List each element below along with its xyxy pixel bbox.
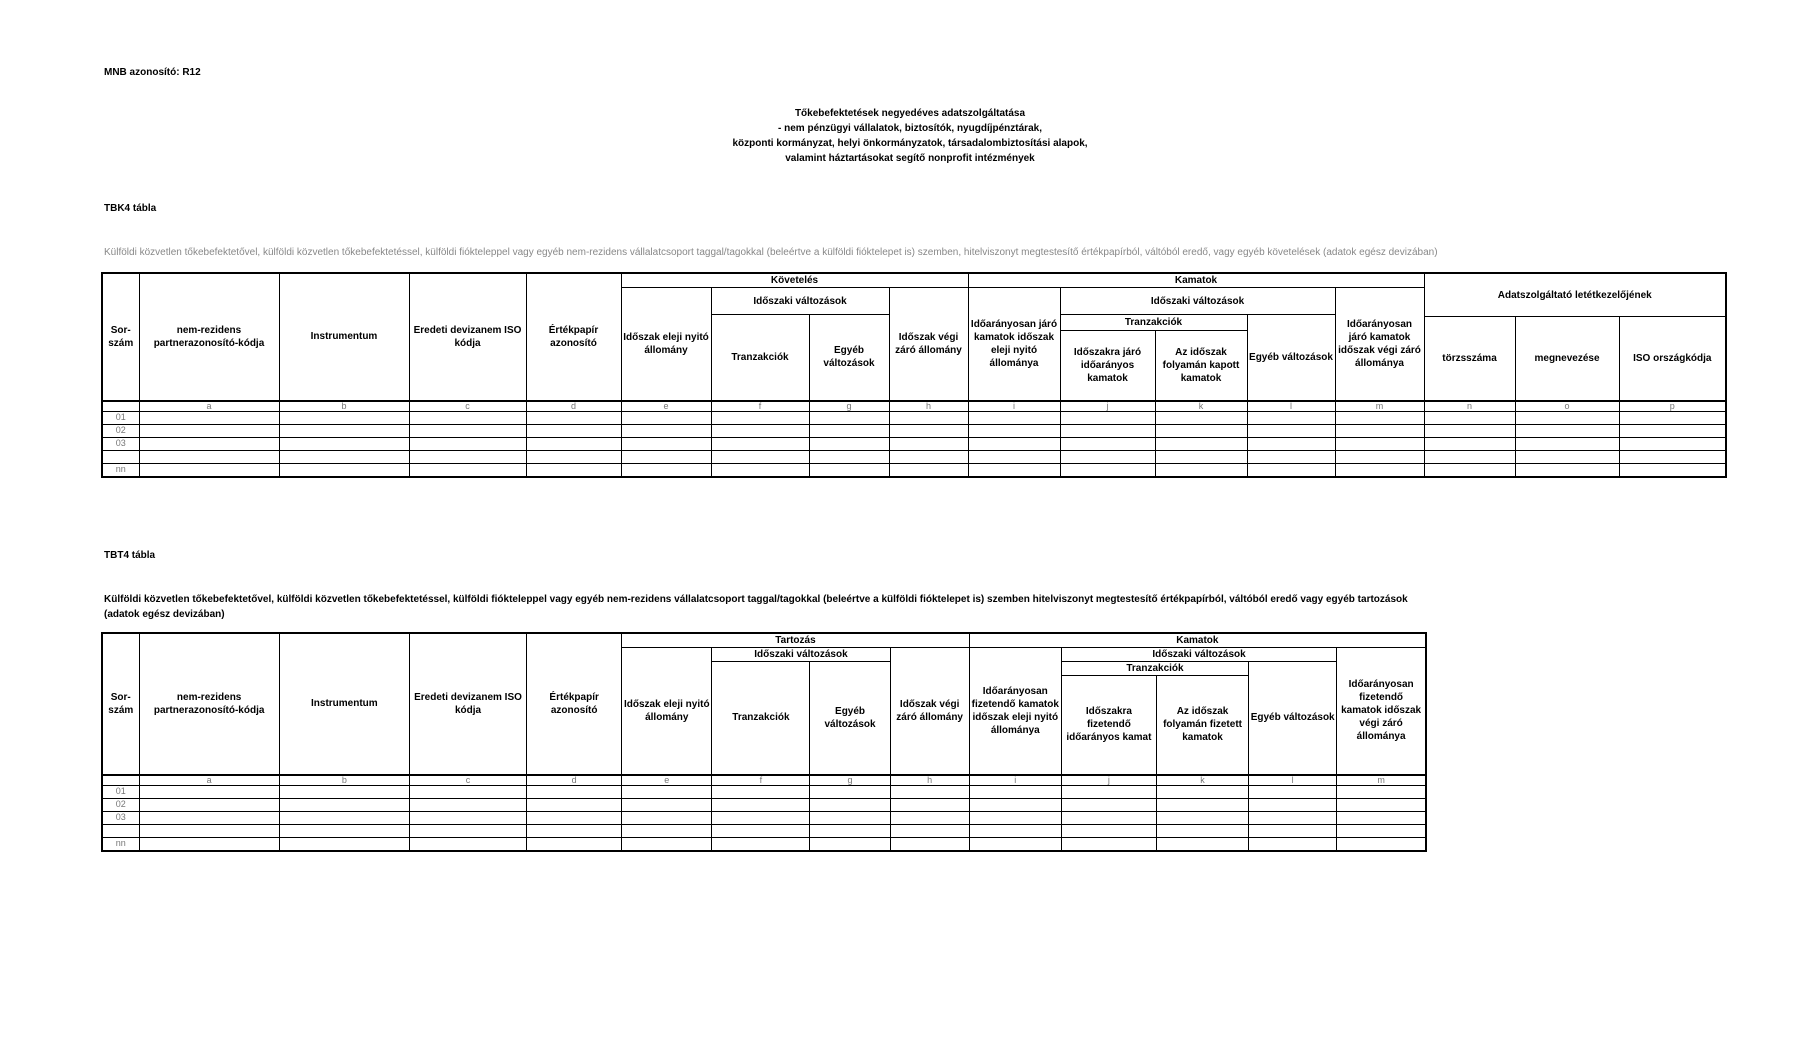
data-cell[interactable] [1155, 463, 1247, 477]
table-row [102, 411, 1726, 424]
col-k-jaro: Időszakra járó időarányos kamatok [1060, 331, 1155, 401]
data-cell[interactable] [1335, 424, 1424, 437]
row-number: 03 [102, 437, 139, 450]
data-cell[interactable] [1515, 437, 1619, 450]
data-cell[interactable] [1156, 837, 1248, 851]
col-torzsszam: törzsszáma [1424, 317, 1515, 401]
data-cell[interactable] [1424, 437, 1515, 450]
letter-cell: c [409, 401, 526, 412]
data-cell[interactable] [711, 463, 809, 477]
title-line: központi kormányzat, helyi önkormányzatok, társadalombiztosítási alapok, [732, 138, 1088, 149]
data-cell[interactable] [1061, 824, 1156, 837]
letter-cell: l [1249, 775, 1337, 786]
data-cell[interactable] [527, 785, 622, 798]
data-cell[interactable] [1156, 798, 1248, 811]
data-cell[interactable] [526, 463, 621, 477]
letter-cell: a [139, 775, 279, 786]
data-cell[interactable] [139, 837, 279, 851]
table-row [102, 798, 1426, 811]
data-cell[interactable] [1619, 424, 1726, 437]
row-number: 02 [102, 798, 139, 811]
tbt4-label: TBT4 tábla [104, 550, 156, 561]
data-cell[interactable] [1335, 411, 1424, 424]
data-cell[interactable] [712, 811, 810, 824]
data-cell[interactable] [969, 811, 1061, 824]
row-number: 01 [102, 785, 139, 798]
data-cell[interactable] [889, 450, 968, 463]
data-cell[interactable] [621, 450, 711, 463]
data-cell[interactable] [1249, 798, 1337, 811]
data-cell[interactable] [1515, 463, 1619, 477]
data-cell[interactable] [409, 811, 526, 824]
data-cell[interactable] [139, 824, 279, 837]
data-cell[interactable] [889, 411, 968, 424]
data-cell[interactable] [969, 798, 1061, 811]
data-cell[interactable] [1335, 450, 1424, 463]
letter-cell [102, 775, 139, 786]
data-cell[interactable] [526, 437, 621, 450]
row-number: 03 [102, 811, 139, 824]
data-cell[interactable] [1515, 411, 1619, 424]
data-cell[interactable] [622, 824, 712, 837]
data-cell[interactable] [279, 837, 409, 851]
col-k-kapott: Az időszak folyamán kapott kamatok [1155, 331, 1247, 401]
col-zaro: Időszak végi záró állomány [890, 648, 969, 775]
col-k-kapott: Az időszak folyamán fizetett kamatok [1156, 676, 1248, 775]
letter-cell: a [139, 401, 279, 412]
data-cell[interactable] [526, 450, 621, 463]
group-tartozas: Tartozás [622, 633, 970, 648]
tbk4-label: TBK4 tábla [104, 203, 157, 214]
letter-cell: n [1424, 401, 1515, 412]
table-row [102, 437, 1726, 450]
data-cell[interactable] [409, 450, 526, 463]
data-cell[interactable] [139, 437, 279, 450]
data-cell[interactable] [1060, 450, 1155, 463]
data-cell[interactable] [527, 837, 622, 851]
row-number [102, 450, 139, 463]
col-instrumentum: Instrumentum [279, 633, 409, 775]
data-cell[interactable] [279, 437, 409, 450]
data-cell[interactable] [621, 424, 711, 437]
data-cell[interactable] [1424, 424, 1515, 437]
col-megnevezes: megnevezése [1515, 317, 1619, 401]
data-cell[interactable] [279, 824, 409, 837]
data-cell[interactable] [409, 785, 526, 798]
col-deviza: Eredeti devizanem ISO kódja [409, 633, 526, 775]
letter-row [102, 401, 1726, 412]
table-row [102, 463, 1726, 477]
letter-cell: o [1515, 401, 1619, 412]
letter-cell: m [1335, 401, 1424, 412]
col-sorszam: Sor-szám [102, 273, 139, 401]
data-cell[interactable] [622, 837, 712, 851]
col-partner: nem-rezidens partnerazonosító-kódja [139, 273, 279, 401]
data-cell[interactable] [1249, 811, 1337, 824]
data-cell[interactable] [139, 798, 279, 811]
letter-cell: d [526, 401, 621, 412]
data-cell[interactable] [712, 837, 810, 851]
data-cell[interactable] [139, 411, 279, 424]
data-cell[interactable] [1060, 411, 1155, 424]
tbk4-description: Külföldi közvetlen tőkebefektetővel, külföldi közvetlen tőkebefektetéssel, külföldi fiókteleppel vagy egyéb nem-rezidens vállalatcsoport taggal/tagokkal (beleértve a külföldi fióktelepet is) szemben, hitelviszonyt megtestesítő értékpapírból, váltóból eredő, vagy egyéb követelések (adatok egész devizában) [104, 247, 1438, 258]
data-cell[interactable] [890, 798, 969, 811]
data-cell[interactable] [810, 837, 890, 851]
data-cell[interactable] [139, 450, 279, 463]
data-cell[interactable] [809, 411, 889, 424]
group-kamatok: Kamatok [969, 633, 1426, 648]
data-cell[interactable] [889, 424, 968, 437]
col-zaro: Időszak végi záró állomány [889, 288, 968, 401]
data-cell[interactable] [1061, 785, 1156, 798]
letter-cell: g [809, 401, 889, 412]
col-instrumentum: Instrumentum [279, 273, 409, 401]
letter-cell: j [1061, 775, 1156, 786]
data-cell[interactable] [1061, 811, 1156, 824]
letter-cell [102, 401, 139, 412]
data-cell[interactable] [711, 424, 809, 437]
letter-cell: h [889, 401, 968, 412]
data-cell[interactable] [1619, 411, 1726, 424]
letter-cell: e [621, 401, 711, 412]
tbt4-description: Külföldi közvetlen tőkebefektetővel, külföldi közvetlen tőkebefektetéssel, külföldi fiókteleppel vagy egyéb nem-rezidens vállalatcsoport taggal/tagokkal (beleértve a külföldi fióktelepet is) szemben hitelviszonyt megtestesítő értékpapírból, váltóból eredő vagy egyéb tartozások (adatok egész devizában) [104, 594, 1408, 620]
data-cell[interactable] [889, 437, 968, 450]
data-cell[interactable] [1335, 437, 1424, 450]
group-kamatok: Kamatok [968, 273, 1424, 288]
data-cell[interactable] [1515, 450, 1619, 463]
data-cell[interactable] [279, 411, 409, 424]
data-cell[interactable] [409, 437, 526, 450]
sub-k-tranzakciok: Tranzakciók [1061, 662, 1248, 676]
sub-k-idoszaki: Időszaki változások [1061, 648, 1336, 662]
row-number [102, 824, 139, 837]
data-cell[interactable] [890, 811, 969, 824]
letter-cell: l [1247, 401, 1335, 412]
data-cell[interactable] [1249, 785, 1337, 798]
page-title [600, 106, 1220, 166]
data-cell[interactable] [279, 424, 409, 437]
group-kovetels: Követelés [621, 273, 968, 288]
data-cell[interactable] [1155, 450, 1247, 463]
letter-cell: h [890, 775, 969, 786]
col-egyeb: Egyéb változások [809, 315, 889, 401]
row-number: nn [102, 463, 139, 477]
col-k-nyito: Időarányosan járó kamatok időszak eleji nyitó állománya [968, 288, 1060, 401]
letter-cell: b [279, 775, 409, 786]
letter-cell: b [279, 401, 409, 412]
tbk4-table [101, 272, 1727, 478]
data-cell[interactable] [968, 463, 1060, 477]
row-number: 01 [102, 411, 139, 424]
data-cell[interactable] [890, 837, 969, 851]
data-cell[interactable] [409, 824, 526, 837]
col-k-zaro: Időarányosan járó kamatok időszak végi záró állománya [1335, 288, 1424, 401]
data-cell[interactable] [712, 785, 810, 798]
title-line: - nem pénzügyi vállalatok, biztosítók, nyugdíjpénztárak, [778, 123, 1042, 134]
sub-idoszaki: Időszaki változások [712, 648, 890, 662]
letter-cell: f [712, 775, 810, 786]
col-partner: nem-rezidens partnerazonosító-kódja [139, 633, 279, 775]
table-row [102, 811, 1426, 824]
mnb-identifier: MNB azonosító: R12 [104, 67, 201, 78]
data-cell[interactable] [711, 437, 809, 450]
data-cell[interactable] [1247, 450, 1335, 463]
data-cell[interactable] [889, 463, 968, 477]
data-cell[interactable] [1155, 411, 1247, 424]
data-cell[interactable] [969, 837, 1061, 851]
col-ertekpapir: Értékpapír azonosító [527, 633, 622, 775]
data-cell[interactable] [1060, 437, 1155, 450]
letter-cell: d [527, 775, 622, 786]
data-cell[interactable] [139, 785, 279, 798]
data-cell[interactable] [279, 798, 409, 811]
data-cell[interactable] [968, 437, 1060, 450]
data-cell[interactable] [622, 798, 712, 811]
data-cell[interactable] [711, 450, 809, 463]
data-cell[interactable] [527, 811, 622, 824]
letter-cell: j [1060, 401, 1155, 412]
data-cell[interactable] [1156, 785, 1248, 798]
data-cell[interactable] [810, 785, 890, 798]
data-cell[interactable] [1156, 811, 1248, 824]
data-cell[interactable] [1060, 424, 1155, 437]
data-cell[interactable] [810, 811, 890, 824]
data-cell[interactable] [1337, 837, 1426, 851]
data-cell[interactable] [1155, 424, 1247, 437]
sub-k-tranzakciok: Tranzakciók [1060, 315, 1247, 331]
data-cell[interactable] [1337, 824, 1426, 837]
col-sorszam: Sor-szám [102, 633, 139, 775]
data-cell[interactable] [1247, 463, 1335, 477]
data-cell[interactable] [1155, 437, 1247, 450]
data-cell[interactable] [279, 785, 409, 798]
data-cell[interactable] [279, 450, 409, 463]
data-cell[interactable] [622, 811, 712, 824]
row-number: nn [102, 837, 139, 851]
data-cell[interactable] [1335, 463, 1424, 477]
data-cell[interactable] [139, 424, 279, 437]
data-cell[interactable] [526, 411, 621, 424]
table-row [102, 450, 1726, 463]
letter-row [102, 775, 1426, 786]
data-cell[interactable] [1060, 463, 1155, 477]
data-cell[interactable] [968, 411, 1060, 424]
sub-idoszaki: Időszaki változások [711, 288, 889, 315]
data-cell[interactable] [279, 811, 409, 824]
col-k-nyito: Időarányosan fizetendő kamatok időszak eleji nyitó állománya [969, 648, 1061, 775]
letter-cell: e [622, 775, 712, 786]
table-row [102, 824, 1426, 837]
data-cell[interactable] [621, 411, 711, 424]
col-k-jaro: Időszakra fizetendő időarányos kamat [1061, 676, 1156, 775]
row-number: 02 [102, 424, 139, 437]
data-cell[interactable] [279, 463, 409, 477]
data-cell[interactable] [1061, 798, 1156, 811]
letter-cell: i [969, 775, 1061, 786]
sub-k-idoszaki: Időszaki változások [1060, 288, 1335, 315]
letter-cell: c [409, 775, 526, 786]
letter-cell: k [1156, 775, 1248, 786]
letter-cell: g [810, 775, 890, 786]
data-cell[interactable] [1247, 424, 1335, 437]
data-cell[interactable] [139, 463, 279, 477]
table-row [102, 837, 1426, 851]
data-cell[interactable] [1247, 437, 1335, 450]
data-cell[interactable] [1337, 811, 1426, 824]
data-cell[interactable] [890, 824, 969, 837]
col-iso-orszag: ISO országkódja [1619, 317, 1726, 401]
data-cell[interactable] [1515, 424, 1619, 437]
data-cell[interactable] [810, 798, 890, 811]
data-cell[interactable] [1619, 450, 1726, 463]
col-k-egyeb: Egyéb változások [1249, 662, 1337, 775]
letter-cell: p [1619, 401, 1726, 412]
table-row [102, 785, 1426, 798]
data-cell[interactable] [1156, 824, 1248, 837]
data-cell[interactable] [621, 437, 711, 450]
data-cell[interactable] [712, 798, 810, 811]
data-cell[interactable] [526, 424, 621, 437]
tbt4-table [101, 632, 1427, 852]
title-line: valamint háztartásokat segítő nonprofit intézmények [785, 153, 1035, 164]
data-cell[interactable] [712, 824, 810, 837]
data-cell[interactable] [139, 811, 279, 824]
data-cell[interactable] [409, 424, 526, 437]
col-k-egyeb: Egyéb változások [1247, 315, 1335, 401]
data-cell[interactable] [409, 463, 526, 477]
letter-cell: k [1155, 401, 1247, 412]
data-cell[interactable] [1337, 798, 1426, 811]
data-cell[interactable] [1337, 785, 1426, 798]
letter-cell: i [968, 401, 1060, 412]
data-cell[interactable] [969, 785, 1061, 798]
title-line: Tőkebefektetések negyedéves adatszolgáltatása [794, 108, 1026, 119]
letter-cell: f [711, 401, 809, 412]
data-cell[interactable] [809, 437, 889, 450]
data-cell[interactable] [1424, 463, 1515, 477]
data-cell[interactable] [809, 450, 889, 463]
data-cell[interactable] [621, 463, 711, 477]
data-cell[interactable] [409, 798, 526, 811]
data-cell[interactable] [409, 837, 526, 851]
data-cell[interactable] [1424, 411, 1515, 424]
data-cell[interactable] [527, 798, 622, 811]
data-cell[interactable] [1619, 437, 1726, 450]
data-cell[interactable] [1619, 463, 1726, 477]
col-nyito: Időszak eleji nyitó állomány [621, 288, 711, 401]
col-k-zaro: Időarányosan fizetendő kamatok időszak végi záró állománya [1337, 648, 1426, 775]
data-cell[interactable] [409, 411, 526, 424]
data-cell[interactable] [622, 785, 712, 798]
col-ertekpapir: Értékpapír azonosító [526, 273, 621, 401]
data-cell[interactable] [890, 785, 969, 798]
data-cell[interactable] [809, 424, 889, 437]
group-letetkezelo: Adatszolgáltató letétkezelőjének [1424, 273, 1726, 317]
data-cell[interactable] [810, 824, 890, 837]
data-cell[interactable] [968, 450, 1060, 463]
col-nyito: Időszak eleji nyitó állomány [622, 648, 712, 775]
data-cell[interactable] [1061, 837, 1156, 851]
data-cell[interactable] [711, 411, 809, 424]
letter-cell: m [1337, 775, 1426, 786]
data-cell[interactable] [1249, 824, 1337, 837]
col-tranzakciok: Tranzakciók [712, 662, 810, 775]
data-cell[interactable] [527, 824, 622, 837]
data-cell[interactable] [1424, 450, 1515, 463]
data-cell[interactable] [968, 424, 1060, 437]
data-cell[interactable] [809, 463, 889, 477]
col-tranzakciok: Tranzakciók [711, 315, 809, 401]
table-row [102, 424, 1726, 437]
data-cell[interactable] [1247, 411, 1335, 424]
data-cell[interactable] [1249, 837, 1337, 851]
col-egyeb: Egyéb változások [810, 662, 890, 775]
col-deviza: Eredeti devizanem ISO kódja [409, 273, 526, 401]
data-cell[interactable] [969, 824, 1061, 837]
